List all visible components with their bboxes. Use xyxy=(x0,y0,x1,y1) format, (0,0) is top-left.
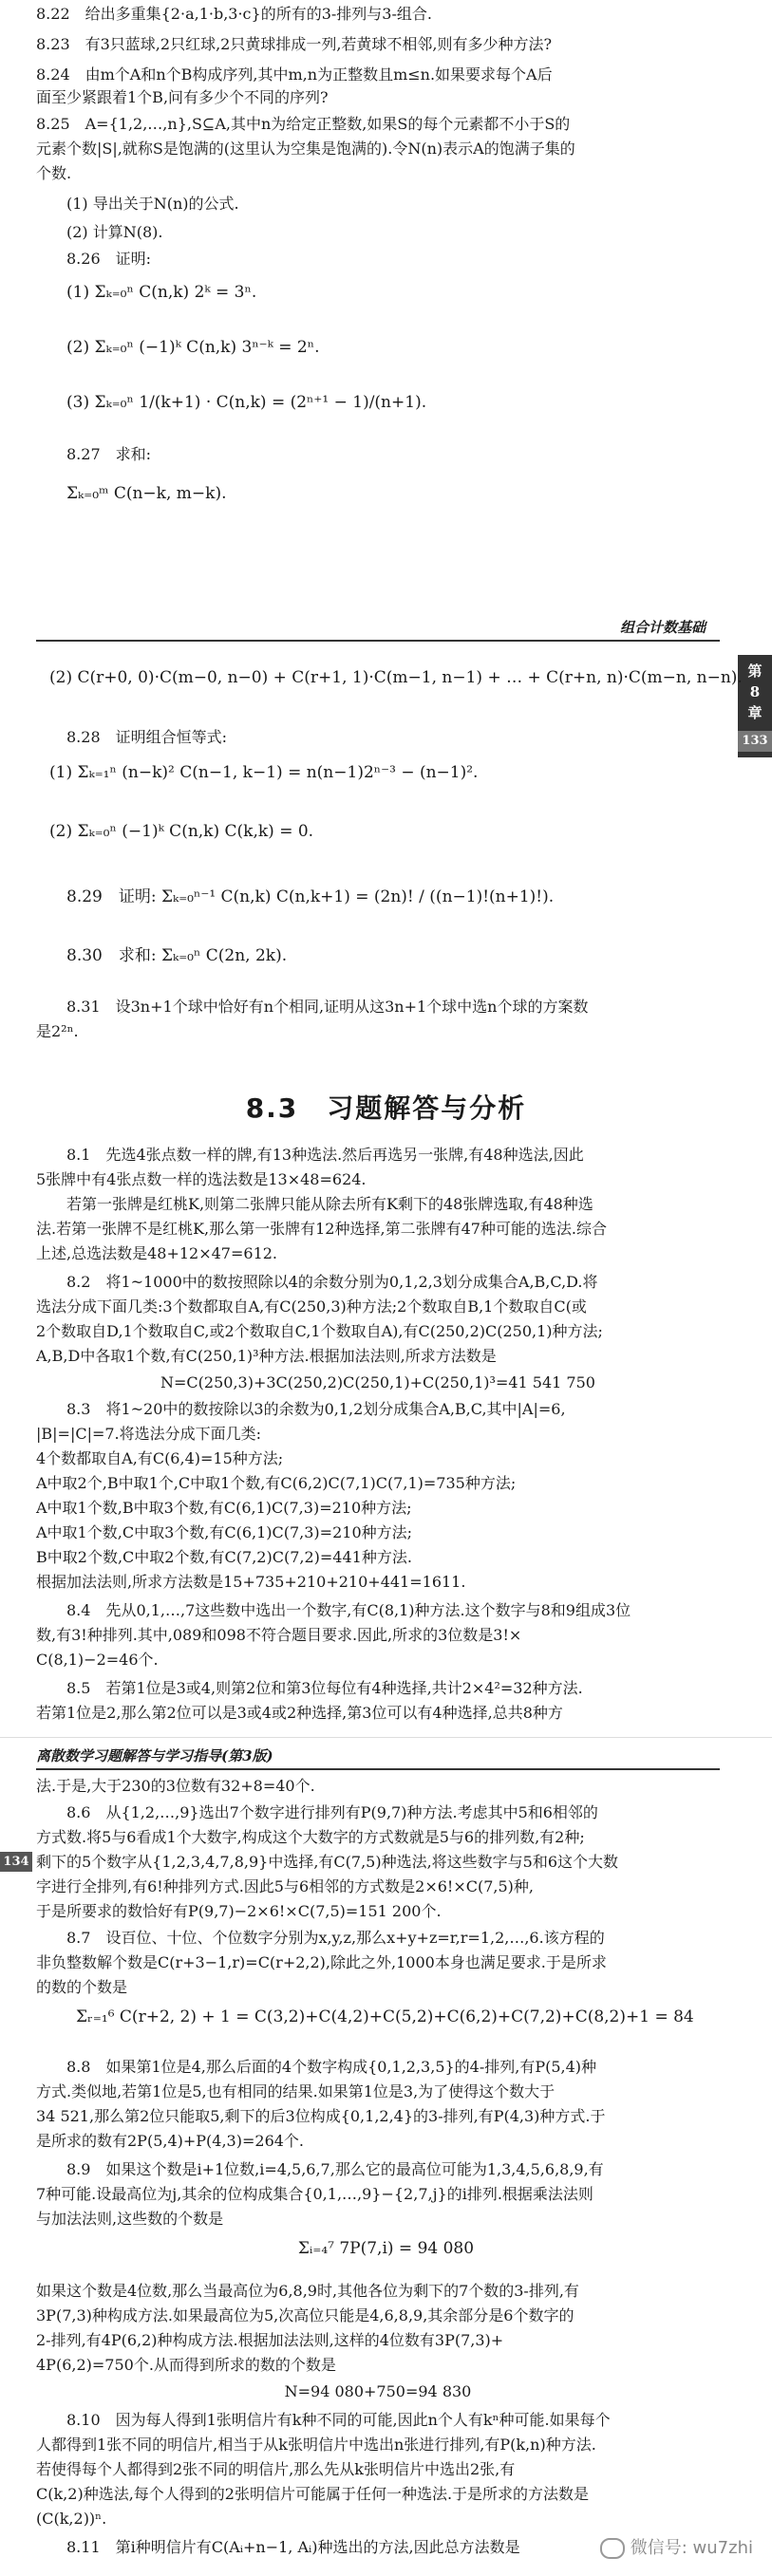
text-line: (2) 计算N(8). xyxy=(66,223,163,241)
text-line: C(8,1)−2=46个. xyxy=(36,1651,159,1669)
text-line: 若第1位是2,那么第2位可以是3或4或2种选择,第3位可以有4种选择,总共8种方 xyxy=(36,1704,563,1722)
text-line: 8.27 求和: xyxy=(66,445,152,463)
text-line: 剩下的5个数字从{1,2,3,4,7,8,9}中选择,有C(7,5)种选法,将这些数字与5和6这个大数 xyxy=(36,1853,619,1871)
text-line: 8.10 因为每人得到1张明信片有k种不同的可能,因此n个人有kⁿ种可能.如果每个 xyxy=(66,2411,611,2429)
section-title: 8.3 习题解答与分析 xyxy=(245,1092,527,1124)
text-line: 4个数都取自A,有C(6,4)=15种方法; xyxy=(36,1449,284,1467)
text-line: B中取2个数,C中取2个数,有C(7,2)C(7,2)=441种方法. xyxy=(36,1548,412,1566)
text-line: (1) 导出关于N(n)的公式. xyxy=(66,195,239,213)
text-line: 方式数.将5与6看成1个大数字,构成这个大数字的方式数就是5与6的排列数,有2种; xyxy=(36,1828,585,1846)
text-line: 2-排列,有4P(6,2)种构成方法.根据加法法则,这样的4位数有3P(7,3)+ xyxy=(36,2331,504,2349)
text-line: 的数的个数是 xyxy=(36,1978,128,1996)
text-line: 8.25 A={1,2,…,n},S⊆A,其中n为给定正整数,如果S的每个元素都不小于S的 xyxy=(36,115,571,133)
text-line: A中取2个,B中取1个,C中取1个数,有C(6,2)C(7,1)C(7,1)=735种方法; xyxy=(36,1474,517,1492)
formula: (2) C(r+0, 0)·C(m−0, n−0) + C(r+1, 1)·C(m−1, n−1) + … + C(r+n, n)·C(m−n, n−n). xyxy=(49,668,743,687)
text-line: 8.11 第i种明信片有C(Aᵢ+n−1, Aᵢ)种选出的方法,因此总方法数是 xyxy=(66,2538,520,2556)
text-line: 8.28 证明组合恒等式: xyxy=(66,728,228,746)
text-line: 8.31 设3n+1个球中恰好有n个相同,证明从这3n+1个球中选n个球的方案数 xyxy=(66,998,589,1016)
text-line: (C(k,2))ⁿ. xyxy=(36,2510,107,2528)
text-line: 数,有3!种排列.其中,089和098不符合题目要求.因此,所求的3位数是3!× xyxy=(36,1626,522,1644)
text-line: A,B,D中各取1个数,有C(250,1)³种方法.根据加法法则,所求方法数是 xyxy=(36,1347,497,1365)
text-line: 3P(7,3)种构成方法.如果最高位为5,次高位只能是4,6,8,9,其余部分是6个数字的 xyxy=(36,2306,574,2324)
watermark-text: 微信号: wu7zhi xyxy=(630,2538,753,2558)
formula: (3) Σₖ₌₀ⁿ 1/(k+1) · C(n,k) = (2ⁿ⁺¹ − 1)/(n+1). xyxy=(66,393,427,412)
text-line: 与加法法则,这些数的个数是 xyxy=(36,2210,224,2228)
text-line: 8.4 先从0,1,…,7这些数中选出一个数字,有C(8,1)种方法.这个数字与8和9组成3位 xyxy=(66,1601,631,1619)
text-line: 个数. xyxy=(36,164,72,182)
watermark xyxy=(600,2534,753,2559)
text-line: 如果这个数是4位数,那么当最高位为6,8,9时,其他各位为剩下的7个数的3-排列,有 xyxy=(36,2282,579,2300)
formula: (2) Σₖ₌₀ⁿ (−1)ᵏ C(n,k) C(k,k) = 0. xyxy=(49,822,314,841)
text-line: 8.5 若第1位是3或4,则第2位和第3位每位有4种选择,共计2×4²=32种方法. xyxy=(66,1679,583,1697)
wechat-icon xyxy=(600,2538,625,2559)
text-line: 若使得每个人都得到2张不同的明信片,那么先从k张明信片中选出2张,有 xyxy=(36,2460,516,2478)
text-line: 面至少紧跟着1个B,问有多少个不同的序列? xyxy=(36,88,329,106)
text-line: 8.22 给出多重集{2·a,1·b,3·c}的所有的3-排列与3-组合. xyxy=(36,5,432,23)
chapter-char: 章 xyxy=(747,704,763,721)
formula: (1) Σₖ₌₀ⁿ C(n,k) 2ᵏ = 3ⁿ. xyxy=(66,283,257,302)
formula: 8.30 求和: Σₖ₌₀ⁿ C(2n, 2k). xyxy=(66,946,288,965)
page-number: 133 xyxy=(738,731,772,752)
text-line: 法.于是,大于230的3位数有32+8=40个. xyxy=(36,1777,315,1795)
formula: 8.29 证明: Σₖ₌₀ⁿ⁻¹ C(n,k) C(n,k+1) = (2n)! / ((n−1)!(n+1)!). xyxy=(66,887,555,906)
text-line: 2个数取自D,1个数取自C,或2个数取自C,1个数取自A),有C(250,2)C(250,1)种方法; xyxy=(36,1322,603,1340)
text-line: 根据加法法则,所求方法数是15+735+210+210+441=1611. xyxy=(36,1573,466,1591)
text-line: 8.2 将1~1000中的数按照除以4的余数分别为0,1,2,3划分成集合A,B,C,D.将 xyxy=(66,1273,598,1291)
equation: N=C(250,3)+3C(250,2)C(250,1)+C(250,1)³=41 541 750 xyxy=(160,1373,595,1391)
text-line: 上述,总选法数是48+12×47=612. xyxy=(36,1244,278,1262)
chapter-tab xyxy=(738,655,772,757)
text-line: 8.23 有3只蓝球,2只红球,2只黄球排成一列,若黄球不相邻,则有多少种方法? xyxy=(36,35,553,53)
chapter-char: 8 xyxy=(749,683,761,700)
text-line: 于是所要求的数恰好有P(9,7)−2×6!×C(7,5)=151 200个. xyxy=(36,1902,442,1920)
text-line: 元素个数|S|,就称S是饱满的(这里认为空集是饱满的).令N(n)表示A的饱满子集的 xyxy=(36,140,575,158)
text-line: 8.6 从{1,2,…,9}选出7个数字进行排列有P(9,7)种方法.考虑其中5和6相邻的 xyxy=(66,1803,598,1821)
text-line: 8.1 先选4张点数一样的牌,有13种选法.然后再选另一张牌,有48种选法,因此 xyxy=(66,1146,584,1164)
text-line: 5张牌中有4张点数一样的选法数是13×48=624. xyxy=(36,1170,367,1188)
running-header: 离散数学习题解答与学习指导(第3版) xyxy=(36,1747,273,1764)
text-line: 8.24 由m个A和n个B构成序列,其中m,n为正整数且m≤n.如果要求每个A后 xyxy=(36,65,553,84)
header-rule xyxy=(36,1768,720,1770)
chapter-char: 第 xyxy=(747,663,763,680)
text-line: |B|=|C|=7.将选法分成下面几类: xyxy=(36,1425,262,1443)
formula: Σₖ₌₀ᵐ C(n−k, m−k). xyxy=(66,484,227,503)
page-133 xyxy=(0,607,772,1727)
page-number: 134 xyxy=(0,1852,32,1872)
text-line: 7种可能.设最高位为j,其余的位构成集合{0,1,…,9}−{2,7,j}的i排列.根据乘法法则 xyxy=(36,2185,593,2203)
text-line: 人都得到1张不同的明信片,相当于从k张明信片中选出n张进行排列,有P(k,n)种方法. xyxy=(36,2436,596,2454)
text-line: 4P(6,2)=750个.从而得到所求的数的个数是 xyxy=(36,2356,336,2374)
text-line: C(k,2)种选法,每个人得到的2张明信片可能属于任何一种选法.于是所求的方法数是 xyxy=(36,2485,590,2503)
formula: (2) Σₖ₌₀ⁿ (−1)ᵏ C(n,k) 3ⁿ⁻ᵏ = 2ⁿ. xyxy=(66,338,320,357)
equation: N=94 080+750=94 830 xyxy=(284,2382,472,2400)
text-line: 字进行全排列,有6!种排列方式.因此5与6相邻的方式数是2×6!×C(7,5)种, xyxy=(36,1877,535,1895)
text-line: 是2²ⁿ. xyxy=(36,1022,79,1040)
text-line: 8.9 如果这个数是i+1位数,i=4,5,6,7,那么它的最高位可能为1,3,4,5,6,8,9,有 xyxy=(66,2160,604,2178)
text-line: 8.3 将1~20中的数按除以3的余数为0,1,2划分成集合A,B,C,其中|A|=6, xyxy=(66,1400,566,1418)
text-line: 8.7 设百位、十位、个位数字分别为x,y,z,那么x+y+z=r,r=1,2,…,6.该方程的 xyxy=(66,1929,605,1947)
text-line: 8.8 如果第1位是4,那么后面的4个数字构成{0,1,2,3,5}的4-排列,有P(5,4)种 xyxy=(66,2058,597,2076)
text-line: 若第一张牌是红桃K,则第二张牌只能从除去所有K剩下的48张牌选取,有48种选 xyxy=(36,1195,593,1213)
text-line: 是所求的数有2P(5,4)+P(4,3)=264个. xyxy=(36,2132,305,2150)
text-line: 法.若第一张牌不是红桃K,那么第一张牌有12种选择,第二张牌有47种可能的选法.综合 xyxy=(36,1220,608,1238)
text-line: 8.26 证明: xyxy=(66,250,152,268)
text-line: 方式.类似地,若第1位是5,也有相同的结果.如果第1位是3,为了使得这个数大于 xyxy=(36,2082,555,2100)
page-exercises-top xyxy=(0,0,772,607)
formula: Σᵢ₌₄⁷ 7P(7,i) = 94 080 xyxy=(297,2239,475,2258)
text-line: 非负整数解个数是C(r+3−1,r)=C(r+2,2),除此之外,1000本身也满足要求.于是所求 xyxy=(36,1953,607,1971)
text-line: A中取1个数,B中取3个数,有C(6,1)C(7,3)=210种方法; xyxy=(36,1499,412,1517)
text-line: A中取1个数,C中取3个数,有C(6,1)C(7,3)=210种方法; xyxy=(36,1523,413,1541)
running-header: 组合计数基础 xyxy=(619,619,706,636)
text-line: 选法分成下面几类:3个数都取自A,有C(250,3)种方法;2个数取自B,1个数取自C(或 xyxy=(36,1297,587,1316)
header-rule xyxy=(36,640,720,642)
formula: Σᵣ₌₁⁶ C(r+2, 2) + 1 = C(3,2)+C(4,2)+C(5,2)+C(6,2)+C(7,2)+C(8,2)+1 = 84 xyxy=(76,2007,694,2026)
page-134 xyxy=(0,1737,772,2576)
formula: (1) Σₖ₌₁ⁿ (n−k)² C(n−1, k−1) = n(n−1)2ⁿ⁻³ − (n−1)². xyxy=(49,763,479,782)
text-line: 34 521,那么第2位只能取5,剩下的后3位构成{0,1,2,4}的3-排列,有P(4,3)种方式.于 xyxy=(36,2107,606,2125)
